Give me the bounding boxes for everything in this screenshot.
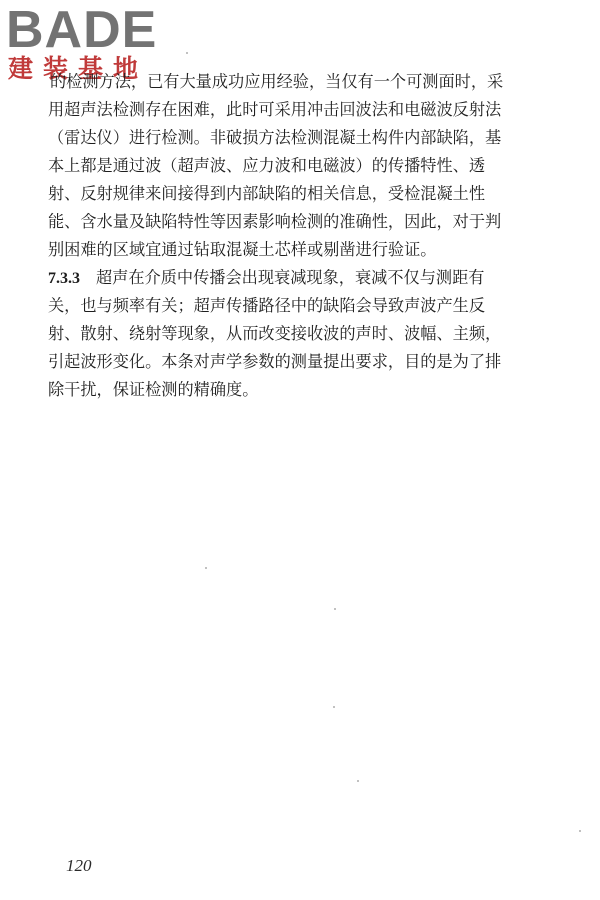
paragraph-line: 别困难的区域宜通过钻取混凝土芯样或剔凿进行验证。 xyxy=(48,240,437,259)
logo-chinese-text: 建装基地 xyxy=(8,54,149,83)
paragraph-line: 用超声法检测存在困难，此时可采用冲击回波法和电磁波反射法 xyxy=(48,100,502,119)
section-line: 射、散射、绕射等现象，从而改变接收波的声时、波幅、主频， xyxy=(48,324,502,343)
section-line: 引起波形变化。本条对声学参数的测量提出要求，目的是为了排 xyxy=(48,352,502,371)
scan-speck xyxy=(205,567,207,569)
logo-latin-text: BADE xyxy=(6,1,158,59)
scan-speck xyxy=(333,706,335,708)
paragraph-line: 射、反射规律来间接得到内部缺陷的相关信息，受检混凝土性 xyxy=(48,184,486,203)
section-line: 关，也与频率有关；超声传播路径中的缺陷会导致声波产生反 xyxy=(48,296,486,315)
paragraph-line: 本上都是通过波（超声波、应力波和电磁波）的传播特性、透 xyxy=(48,156,486,175)
body-text xyxy=(48,68,580,404)
section-text: 超声在介质中传播会出现衰减现象，衰减不仅与测距有 xyxy=(96,268,485,287)
section-number: 7.3.3 xyxy=(48,270,80,287)
scan-speck xyxy=(334,608,336,610)
scan-speck xyxy=(186,52,188,54)
scan-speck xyxy=(357,780,359,782)
paragraph-line: 能、含水量及缺陷特性等因素影响检测的准确性，因此，对于判 xyxy=(48,212,502,231)
page-number: 120 xyxy=(66,856,92,875)
section-first-line xyxy=(48,264,580,292)
paragraph-line: 的检测方法，已有大量成功应用经验，当仅有一个可测面时，采 xyxy=(50,72,504,91)
paragraph-line: （雷达仪）进行检测。非破损方法检测混凝土构件内部缺陷，基 xyxy=(48,128,502,147)
scan-speck xyxy=(579,830,581,832)
section-line: 除干扰，保证检测的精确度。 xyxy=(48,380,259,399)
